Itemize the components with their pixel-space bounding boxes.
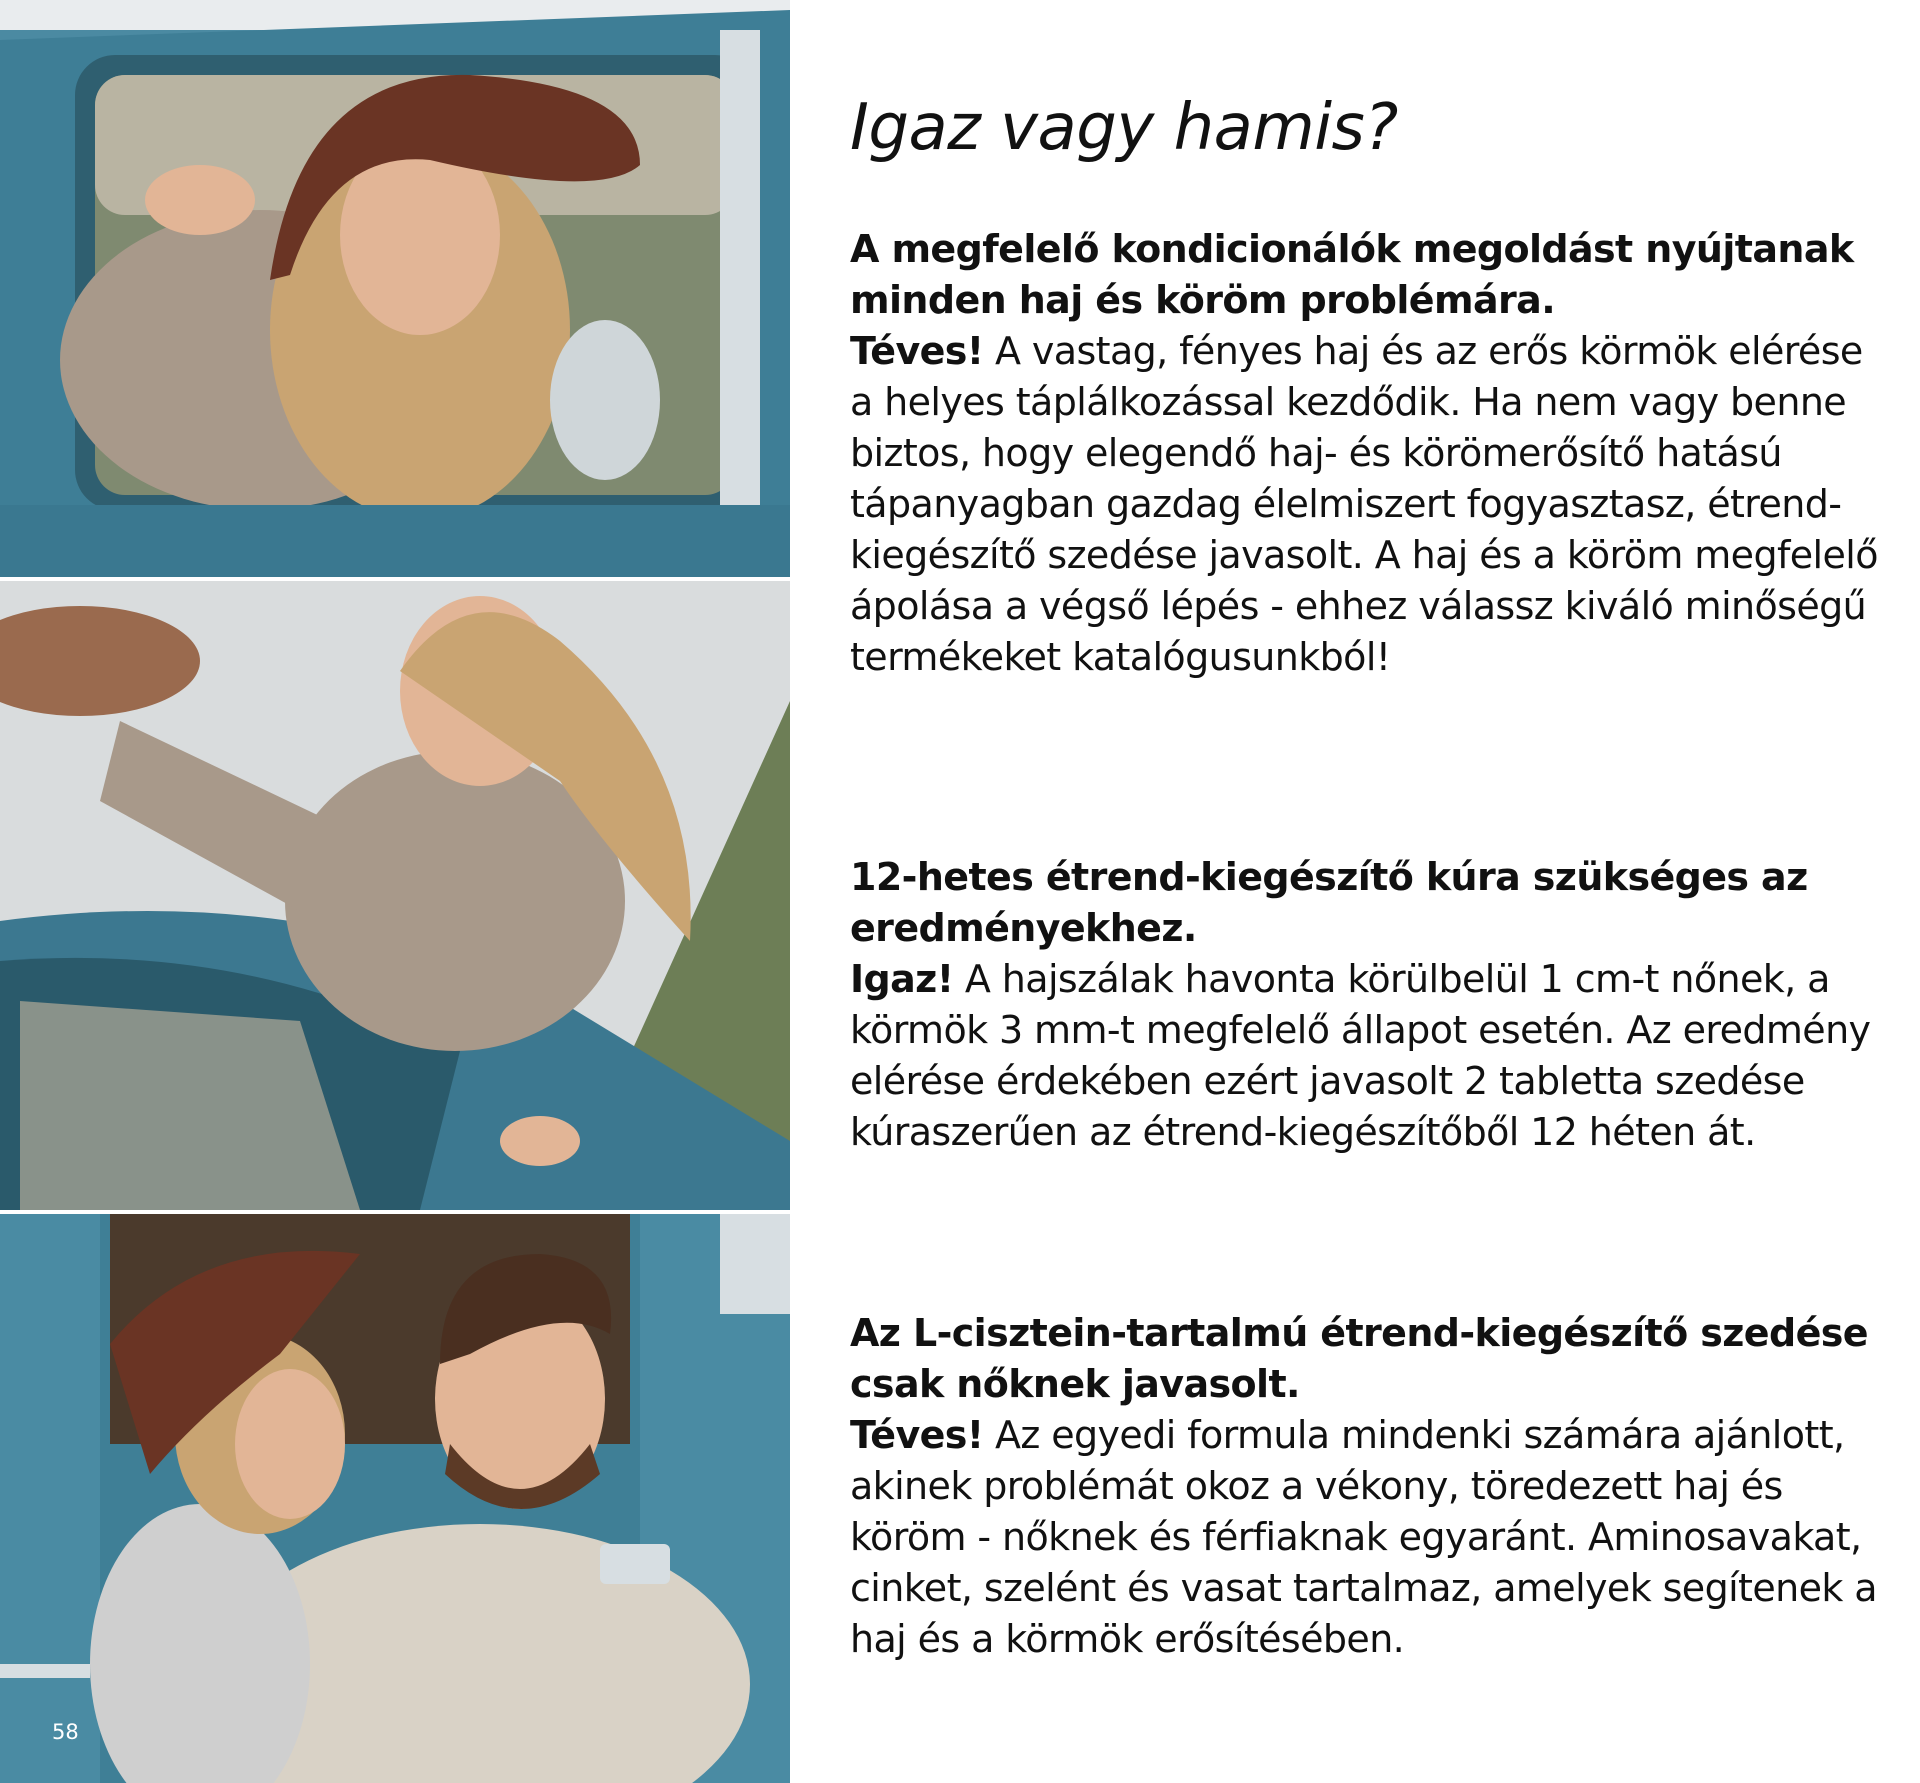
qa-block-3 [850, 1308, 1890, 1665]
qa-block-2 [850, 852, 1890, 1158]
photo-woman-leaning-from-van [0, 581, 790, 1210]
page-number: 58 [52, 1720, 79, 1744]
photo-column [0, 0, 790, 1783]
page-heading: Igaz vagy hamis? [850, 91, 1398, 165]
answer-text: A vastag, fényes haj és az erős körmök elérése a helyes táplálkozással kezdődik. Ha nem vagy benne biztos, hogy elegendő haj- és körömerősítő hatású tápanyagban gazdag élelmiszert fogyasztasz, étrend-kiegészítő szedése javasolt. A haj és a köröm megfelelő ápolása a végső lépés - ehhez válassz kiváló minőségű termékeket katalógusunkból! [850, 329, 1878, 679]
answer-text: Az egyedi formula mindenki számára ajánlott, akinek problémát okoz a vékony, töredezett haj és köröm - nőknek és férfiaknak egyaránt. Aminosavakat, cinket, szelént és vasat tartalmaz, amelyek segítenek a haj és a körmök erősítésében. [850, 1413, 1877, 1661]
photo-woman-in-van-window [0, 0, 790, 577]
verdict-label: Téves! [850, 1413, 984, 1457]
verdict-label: Téves! [850, 329, 984, 373]
verdict-label: Igaz! [850, 957, 954, 1001]
question-text: Az L-cisztein-tartalmú étrend-kiegészítő szedése csak nőknek javasolt. [850, 1311, 1868, 1406]
photo-couple-by-van [0, 1214, 790, 1783]
qa-block-1 [850, 224, 1890, 683]
question-text: 12-hetes étrend-kiegészítő kúra szükséges az eredményekhez. [850, 855, 1808, 950]
text-column [850, 90, 1890, 1661]
question-text: A megfelelő kondicionálók megoldást nyújtanak minden haj és köröm problémára. [850, 227, 1854, 322]
answer-text: A hajszálak havonta körülbelül 1 cm-t nőnek, a körmök 3 mm-t megfelelő állapot esetén. Az eredmény elérése érdekében ezért javasolt 2 tabletta szedése kúraszerűen az étrend-kiegészítőből 12 héten át. [850, 957, 1871, 1154]
